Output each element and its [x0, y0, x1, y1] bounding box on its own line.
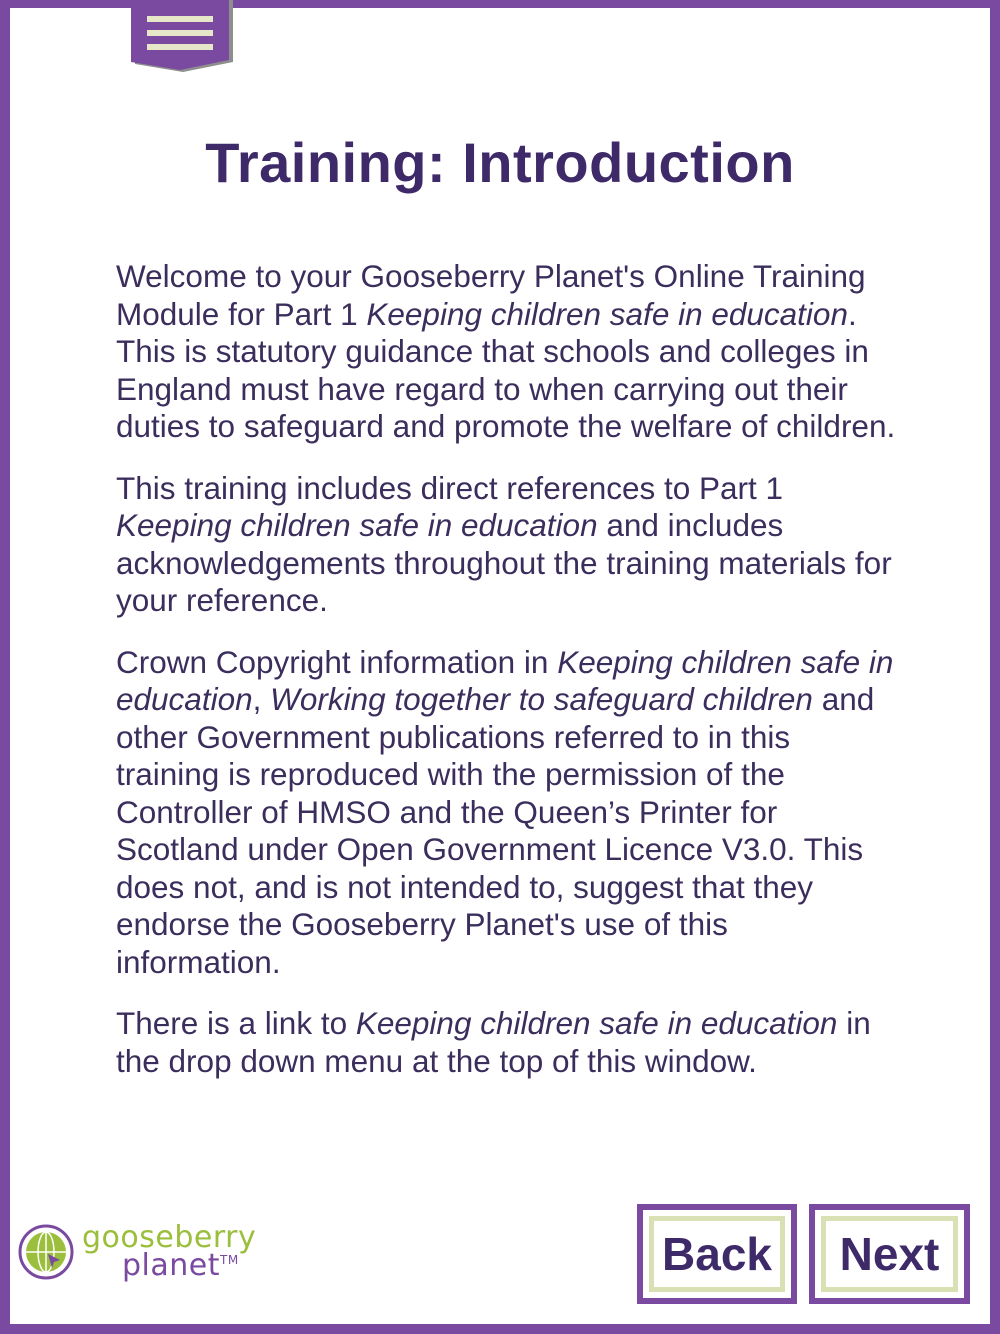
next-button-label: Next [821, 1216, 958, 1292]
text-span: Crown Copyright information in [116, 643, 558, 680]
intro-content [116, 258, 896, 1104]
paragraph-references [116, 470, 896, 620]
text-span: , [252, 681, 271, 717]
text-span: and includes acknowledgements throughout the training materials for your reference. [116, 507, 892, 618]
logo-planet-text: planet [122, 1248, 220, 1283]
text-span: This training includes direct references to Part 1 [116, 469, 784, 506]
trademark-symbol: TM [220, 1253, 239, 1267]
kcsie-title: Keeping children safe in education [116, 507, 598, 543]
paragraph-welcome [116, 258, 896, 446]
logo-wordmark-top: gooseberry [82, 1220, 257, 1255]
text-span: and other Government publications referred to in this training is reproduced with the permission of the Controller of HMSO and the Queen’s Printer for Scotland under Open Government Licence V3.0. This does not, and is not intended to, suggest that they endorse the Gooseberry Planet's use of this information. [116, 681, 875, 980]
back-button-label: Back [649, 1216, 785, 1292]
text-span: There is a link to [116, 1005, 356, 1041]
kcsie-title: Keeping children safe in education [355, 1005, 838, 1041]
globe-icon [18, 1224, 74, 1280]
page-title: Training: Introduction [205, 131, 795, 194]
hamburger-menu-icon[interactable] [131, 0, 233, 72]
paragraph-copyright [116, 644, 896, 982]
working-together-title: Working together to safeguard children [270, 681, 813, 717]
next-button[interactable] [809, 1204, 970, 1304]
text-span: . This is statutory guidance that schools and colleges in England must have regard to when carrying out their duties to safeguard and promote the welfare of children. [116, 295, 896, 444]
kcsie-title: Keeping children safe in education [116, 643, 894, 717]
menu-tab[interactable] [131, 0, 233, 72]
gooseberry-planet-logo [18, 1222, 278, 1282]
text-span: Welcome to your Gooseberry Planet's Online Training Module for Part 1 [116, 258, 866, 332]
kcsie-title: Keeping children safe in education [366, 295, 848, 332]
text-span: in the drop down menu at the top of this window. [116, 1005, 871, 1079]
back-button[interactable] [637, 1204, 797, 1304]
paragraph-link-info [116, 1005, 896, 1080]
logo-wordmark-bottom [122, 1248, 239, 1283]
